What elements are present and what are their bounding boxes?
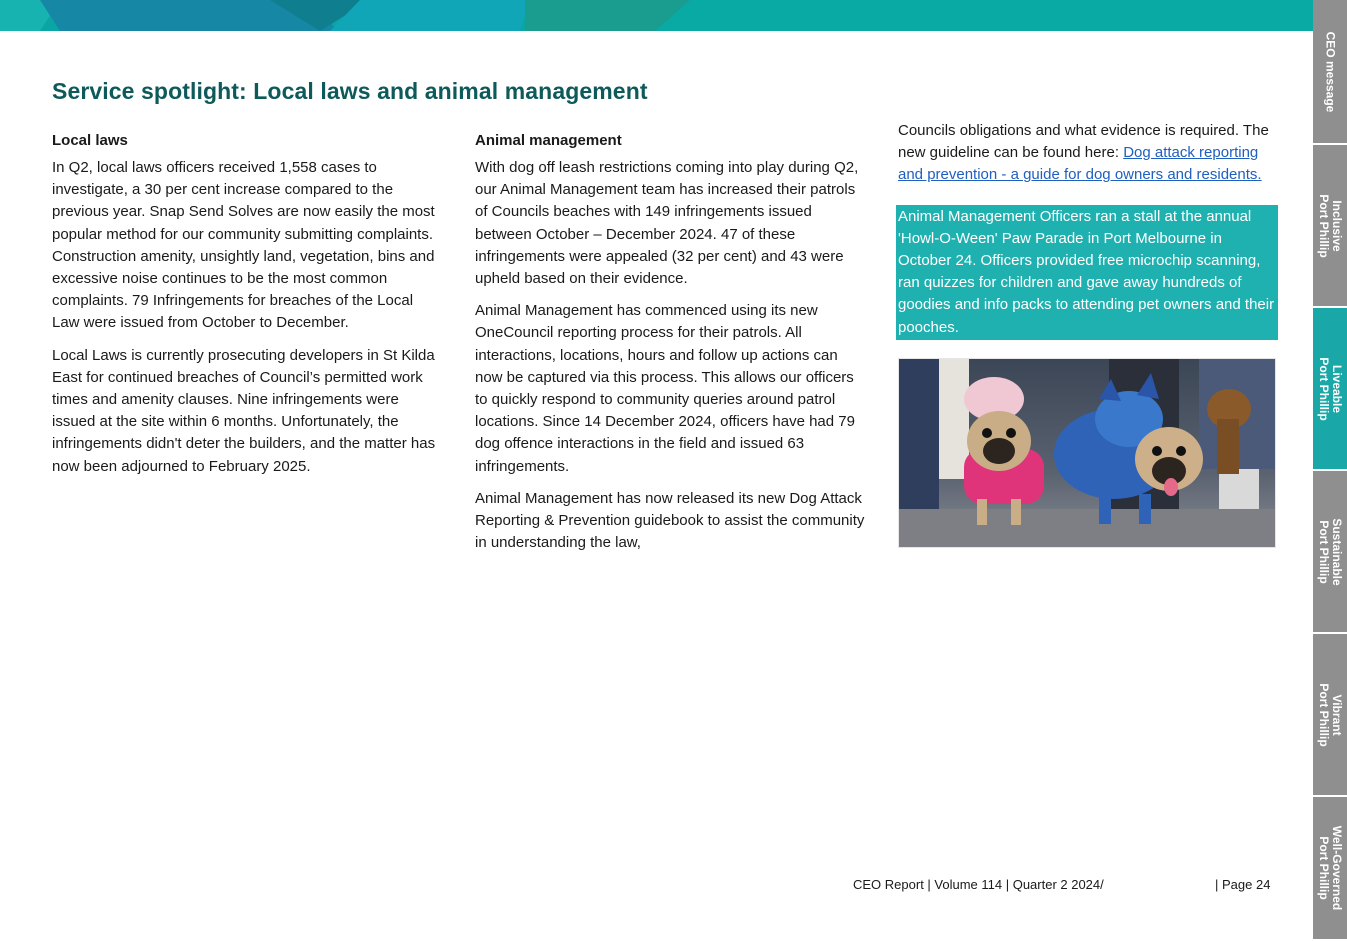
tab-label <box>1317 826 1343 910</box>
continuation-column <box>898 120 1278 548</box>
tab-label-line1: Well-Governed <box>1330 825 1344 911</box>
tab-label-line1: Inclusive <box>1330 199 1344 252</box>
animal-management-paragraph: Animal Management has commenced using its new OneCouncil reporting process for their patrols. All interactions, locations, hours and follow up actions can now be captured via this process. This allows our officers to quickly respond to community queries around patrol locations. Since 14 December 2024, officers have had 79 dog offence interactions in the field and issued 63 infringements. <box>475 302 855 475</box>
tab-label-line1: Sustainable <box>1330 517 1344 586</box>
tab-label-line2: Port Phillip <box>1317 519 1331 584</box>
tab-label <box>1317 357 1343 420</box>
tab-inclusive-port-phillip[interactable] <box>1313 145 1347 308</box>
animal-management-column <box>475 131 867 564</box>
tab-vibrant-port-phillip[interactable] <box>1313 634 1347 797</box>
tab-label <box>1317 194 1343 257</box>
tab-label-line1: CEO message <box>1323 31 1338 112</box>
dog-attack-guide-link[interactable]: Dog attack reporting and prevention - a guide for dog owners and residents. <box>898 144 1262 184</box>
tab-sustainable-port-phillip[interactable] <box>1313 471 1347 634</box>
tab-label-line2: Port Phillip <box>1317 836 1331 900</box>
banner-graphic <box>0 0 1313 31</box>
footer-page-number: | Page 24 <box>1215 877 1271 892</box>
footer-report-info: CEO Report | Volume 114 | Quarter 2 2024/ <box>853 877 1104 892</box>
animal-management-heading: Animal management <box>475 132 622 149</box>
section-tabs <box>1313 0 1347 941</box>
continuation-paragraph <box>898 120 1278 187</box>
tab-ceo-message[interactable] <box>1313 0 1347 145</box>
continuation-text: Councils obligations and what evidence is required. The new guideline can be found here: <box>898 122 1269 162</box>
tab-label-line2: Port Phillip <box>1317 356 1331 421</box>
howl-o-ween-highlight: Animal Management Officers ran a stall at the annual 'Howl-O-Ween' Paw Parade in Port Melbourne in October 24. Officers provided free microchip scanning, ran quizzes for children and gave away hundreds of goodies and info packs to attending pet owners and their pooches. <box>896 205 1278 340</box>
page-title: Service spotlight: Local laws and animal management <box>52 78 648 104</box>
pug-parade-image <box>899 359 1276 548</box>
tab-label-line2: Port Phillip <box>1317 193 1331 258</box>
tab-label-line1: Vibrant <box>1330 693 1344 736</box>
tab-liveable-port-phillip[interactable] <box>1313 308 1347 471</box>
animal-management-paragraph: With dog off leash restrictions coming into play during Q2, our Animal Management team has increased their patrols of Councils beaches with 149 infringements issued between October – December 2024. 47 of these infringements were appealed (32 per cent) and 43 were upheld based on their evidence. <box>475 159 859 288</box>
local-laws-paragraph: In Q2, local laws officers received 1,558 cases to investigate, a 30 per cent increase compared to the previous year. Snap Send Solves are now easily the most popular method for our community submitting complaints. Construction amenity, unsightly land, vegetation, bins and excessive noise continues to be the most common complaints. 79 Infringements for breaches of the Local Law were issued from October to December. <box>52 159 435 332</box>
local-laws-paragraph: Local Laws is currently prosecuting developers in St Kilda East for continued breaches of Council’s permitted work times and amenity clauses. Nine infringements were issued at the site within 6 months. Unfortunately, the infringements didn't deter the builders, and the matter has now been adjourned to February 2025. <box>52 346 436 475</box>
tab-label <box>1324 31 1337 112</box>
pugs-costume-photo <box>898 358 1276 548</box>
local-laws-heading: Local laws <box>52 132 128 149</box>
animal-management-paragraph: Animal Management has now released its new Dog Attack Reporting & Prevention guidebook to assist the community in understanding the law, <box>475 489 865 552</box>
tab-well-governed-port-phillip[interactable] <box>1313 797 1347 941</box>
local-laws-column <box>52 131 444 488</box>
tab-label <box>1317 683 1343 746</box>
tab-label-line2: Port Phillip <box>1317 682 1331 747</box>
tab-label <box>1317 518 1343 585</box>
tab-label-line1: Liveable <box>1330 364 1344 413</box>
top-banner <box>0 0 1313 31</box>
